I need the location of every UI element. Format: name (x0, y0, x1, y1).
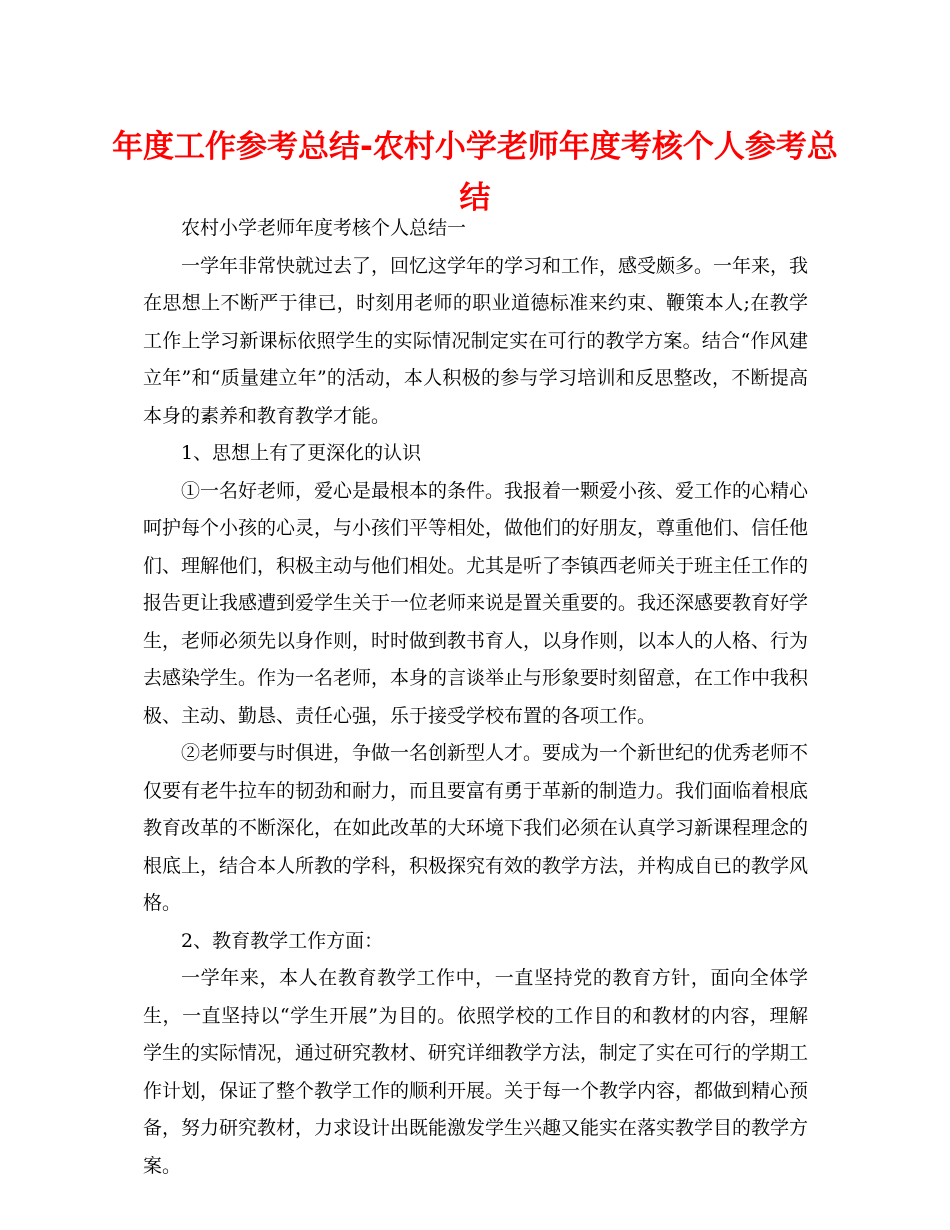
section-heading: 1、思想上有了更深化的认识 (181, 442, 422, 464)
body-paragraph: ①一名好老师，爱心是最根本的条件。我报着一颗爱小孩、爱工作的心精心呵护每个小孩的心灵，与小孩们平等相处，做他们的好朋友，尊重他们、信任他们、理解他们，积极主动与他们相处。尤其是听了李镇西老师关于班主任工作的报告更让我感遭到爱学生关于一位老师来说是置关重要的。我还深感要教育好学生，老师必须先以身作则，时时做到教书育人，以身作则，以本人的人格、行为去感染学生。作为一名老师，本身的言谈举止与形象要时刻留意，在工作中我积极、主动、勤恳、责任心强，乐于接受学校布置的各项工作。 (143, 479, 809, 727)
document-body (143, 210, 808, 1185)
document-title: 年度工作参考总结-农村小学老师年度考核个人参考总结 (112, 129, 838, 216)
section-heading: 农村小学老师年度考核个人总结一 (181, 217, 467, 239)
body-paragraph: 一学年来，本人在教育教学工作中，一直坚持党的教育方针，面向全体学生，一直坚持以“学生开展”为目的。依照学校的工作目的和教材的内容，理解学生的实际情况，通过研究教材、研究详细教学方法，制定了实在可行的学期工作计划，保证了整个教学工作的顺利开展。关于每一个教学内容，都做到精心预备，努力研究教材，力求设计出既能激发学生兴趣又能实在落实教学目的教学方案。 (143, 967, 809, 1177)
body-paragraph: 一学年非常快就过去了，回忆这学年的学习和工作，感受颇多。一年来，我在思想上不断严于律已，时刻用老师的职业道德标准来约束、鞭策本人;在教学工作上学习新课标依照学生的实际情况制定实在可行的教学方案。结合“作风建立年”和“质量建立年”的活动，本人积极的参与学习培训和反思整改，不断提高本身的素养和教育教学才能。 (143, 254, 809, 427)
section-heading: 2、教育教学工作方面： (181, 929, 384, 952)
body-paragraph: ②老师要与时俱进，争做一名创新型人才。要成为一个新世纪的优秀老师不仅要有老牛拉车的韧劲和耐力，而且要富有勇于革新的制造力。我们面临着根底教育改革的不断深化，在如此改革的大环境下我们必须在认真学习新课程理念的根底上，结合本人所教的学科，积极探究有效的教学方法，并构成自已的教学风格。 (143, 742, 809, 914)
